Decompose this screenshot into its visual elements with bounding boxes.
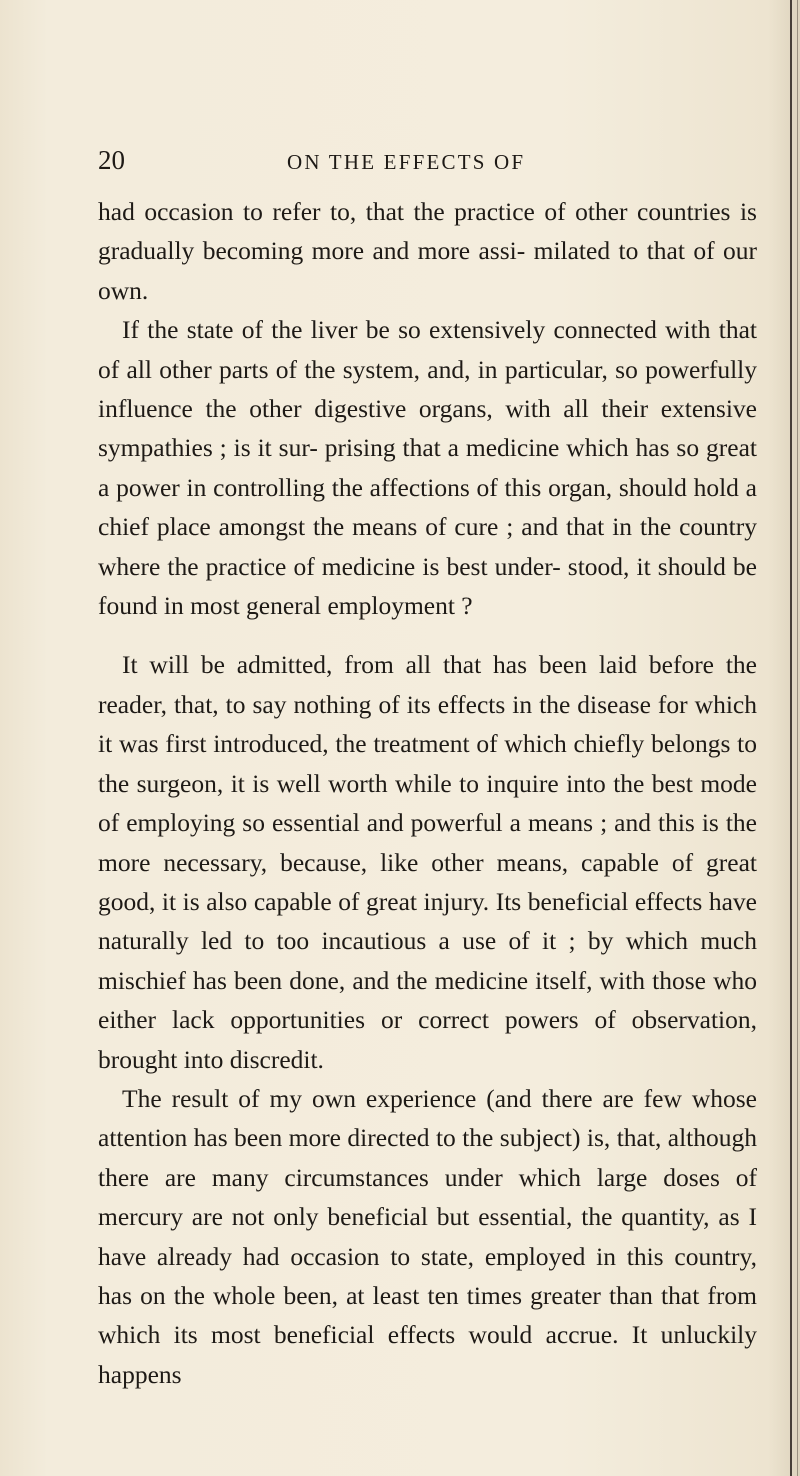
paragraph-4: The result of my own experience (and there are few whose attention has been more directed to the subject) is, that, although there are many circumstances under which large doses of mercury are not only beneficial but essential, the quantity, as I have already had occasion to state, employed in this country, has on the whole been, at least ten times greater than that from which its most beneficial effects would accrue. It unluckily happens: [98, 1083, 757, 1389]
paragraph-1: had occasion to refer to, that the practice of other countries is gradually becoming more and more assi- milated to that of our own.: [98, 197, 757, 305]
paragraph-2: If the state of the liver be so extensively connected with that of all other parts of the system, and, in particular, so powerfully influence the other digestive organs, with all their extensive sympathies ; is it sur- prising that a medicine which has so great a power in controlling the affections of this organ, should hold a chief place amongst the means of cure ; and that in the country where the practice of medicine is best under- stood, it should be found in most general employment ?: [98, 315, 757, 621]
body-text: [98, 192, 757, 1394]
page-edge-line: [797, 0, 798, 1476]
running-head: ON THE EFFECTS OF: [287, 150, 526, 174]
page-edge-shadow: [790, 0, 792, 1476]
paragraph-3: It will be admitted, from all that has been laid before the reader, that, to say nothing of its effects in the disease for which it was first introduced, the treatment of which chiefly belongs to the surgeon, it is well worth while to inquire into the best mode of employing so essential and powerful a means ; and this is the more necessary, because, like other means, capable of great good, it is also capable of great injury. Its beneficial effects have naturally led to too incautious a use of it ; by which much mischief has been done, and the medicine itself, with those who either lack opportunities or correct powers of observation, brought into discredit.: [98, 650, 757, 1074]
page-header: [98, 142, 718, 182]
page-number: 20: [98, 145, 125, 175]
